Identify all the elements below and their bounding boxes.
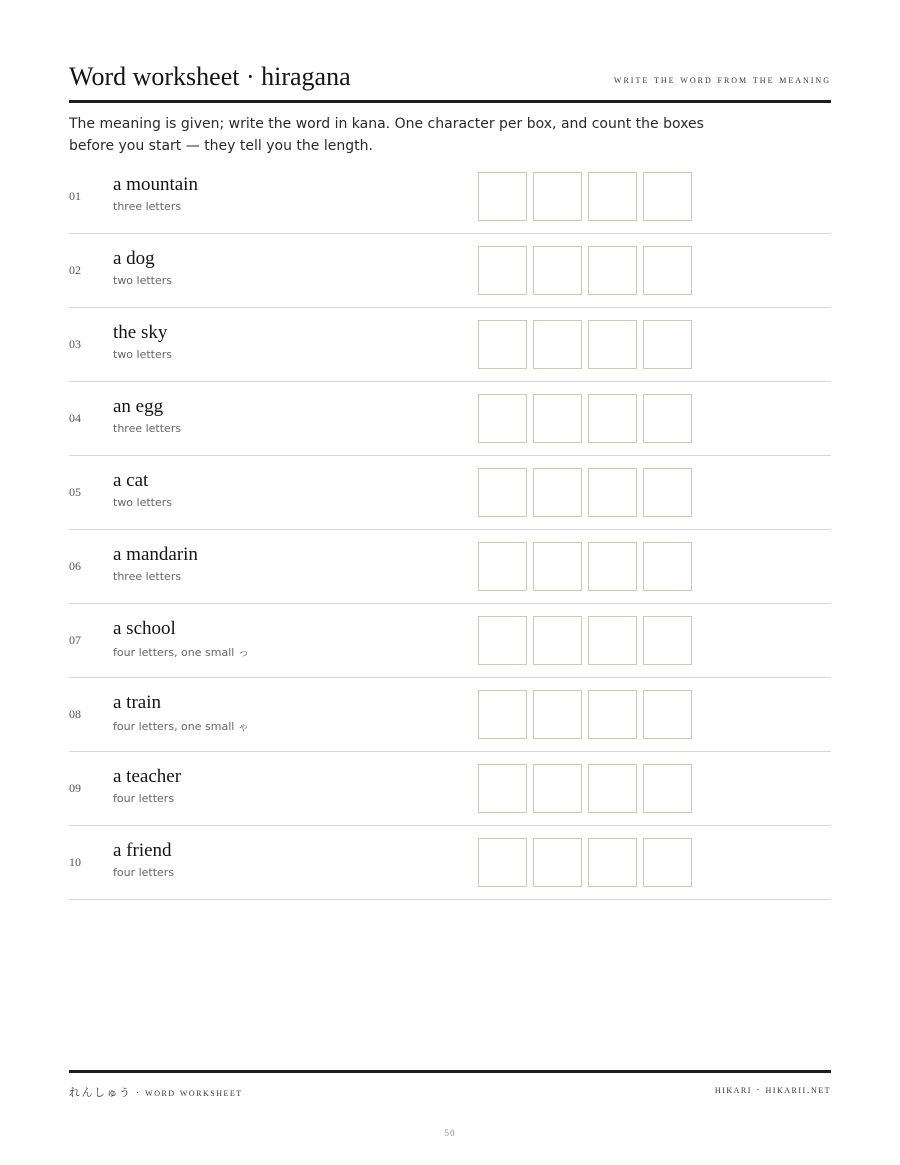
exercise-meaning: a mandarin: [113, 544, 198, 565]
exercise-length-hint: three letters: [113, 200, 182, 213]
kana-answer-box[interactable]: [588, 394, 637, 443]
exercise-row: [69, 826, 831, 900]
exercise-length-hint: three letters: [113, 422, 182, 435]
answer-boxes: [478, 394, 692, 443]
exercise-row: [69, 752, 831, 826]
exercise-row: [69, 456, 831, 530]
exercise-meaning: a cat: [113, 470, 149, 491]
worksheet-instruction: write the word from the meaning: [613, 74, 831, 86]
kana-answer-box[interactable]: [533, 764, 582, 813]
kana-answer-box[interactable]: [643, 394, 692, 443]
kana-answer-box[interactable]: [478, 468, 527, 517]
exercise-row: [69, 234, 831, 308]
exercise-meaning: a friend: [113, 840, 172, 861]
exercise-length-hint: two letters: [113, 274, 173, 287]
kana-answer-box[interactable]: [643, 246, 692, 295]
kana-answer-box[interactable]: [478, 690, 527, 739]
exercise-length-hint: two letters: [113, 496, 173, 509]
kana-answer-box[interactable]: [533, 838, 582, 887]
exercise-number: 03: [69, 337, 81, 351]
kana-answer-box[interactable]: [533, 542, 582, 591]
exercise-number: 01: [69, 189, 81, 203]
answer-boxes: [478, 320, 692, 369]
kana-answer-box[interactable]: [478, 172, 527, 221]
footer-series-label: れんしゅう · word worksheet: [69, 1087, 243, 1099]
kana-answer-box[interactable]: [478, 246, 527, 295]
footer-site-label: hikari · hikarii.net: [714, 1084, 831, 1096]
exercise-number: 08: [69, 707, 81, 721]
exercise-number: 07: [69, 633, 81, 647]
answer-boxes: [478, 468, 692, 517]
exercise-row: [69, 530, 831, 604]
kana-answer-box[interactable]: [533, 246, 582, 295]
kana-answer-box[interactable]: [643, 690, 692, 739]
exercise-number: 02: [69, 263, 81, 277]
exercise-number: 05: [69, 485, 81, 499]
exercise-row: [69, 604, 831, 678]
page-number: 50: [444, 1128, 456, 1138]
exercise-meaning: a teacher: [113, 766, 182, 787]
kana-answer-box[interactable]: [588, 320, 637, 369]
kana-answer-box[interactable]: [533, 616, 582, 665]
exercise-length-hint: four letters, one small っ: [113, 646, 249, 659]
kana-answer-box[interactable]: [643, 468, 692, 517]
exercise-meaning: a train: [113, 692, 162, 713]
exercise-number: 06: [69, 559, 81, 573]
page-footer: [69, 1070, 831, 1100]
kana-answer-box[interactable]: [533, 394, 582, 443]
exercise-row: [69, 678, 831, 752]
answer-boxes: [478, 172, 692, 221]
kana-answer-box[interactable]: [588, 764, 637, 813]
exercise-length-hint: four letters, one small ゃ: [113, 720, 249, 733]
kana-answer-box[interactable]: [588, 542, 637, 591]
kana-answer-box[interactable]: [478, 764, 527, 813]
exercise-number: 10: [69, 855, 81, 869]
kana-answer-box[interactable]: [533, 320, 582, 369]
kana-answer-box[interactable]: [588, 468, 637, 517]
exercise-meaning: the sky: [113, 322, 168, 343]
kana-answer-box[interactable]: [588, 838, 637, 887]
exercise-row: [69, 382, 831, 456]
answer-boxes: [478, 838, 692, 887]
answer-boxes: [478, 690, 692, 739]
exercise-length-hint: four letters: [113, 866, 175, 879]
page-header: [69, 60, 831, 103]
kana-answer-box[interactable]: [643, 542, 692, 591]
kana-answer-box[interactable]: [643, 764, 692, 813]
intro-paragraph: The meaning is given; write the word in kana. One character per box, and count the boxes before you start — they tell you the length.: [69, 116, 704, 154]
kana-answer-box[interactable]: [533, 690, 582, 739]
exercise-meaning: a dog: [113, 248, 155, 269]
exercise-length-hint: four letters: [113, 792, 175, 805]
kana-answer-box[interactable]: [478, 320, 527, 369]
exercise-length-hint: two letters: [113, 348, 173, 361]
kana-answer-box[interactable]: [478, 838, 527, 887]
exercise-row: [69, 308, 831, 382]
kana-answer-box[interactable]: [588, 616, 637, 665]
answer-boxes: [478, 542, 692, 591]
exercise-list: [69, 160, 831, 900]
exercise-number: 09: [69, 781, 81, 795]
kana-answer-box[interactable]: [478, 542, 527, 591]
page-title: Word worksheet · hiragana: [69, 62, 351, 91]
kana-answer-box[interactable]: [588, 690, 637, 739]
answer-boxes: [478, 616, 692, 665]
answer-boxes: [478, 246, 692, 295]
exercise-meaning: an egg: [113, 396, 164, 417]
kana-answer-box[interactable]: [643, 172, 692, 221]
exercise-number: 04: [69, 411, 81, 425]
kana-answer-box[interactable]: [478, 394, 527, 443]
kana-answer-box[interactable]: [588, 172, 637, 221]
kana-answer-box[interactable]: [533, 172, 582, 221]
kana-answer-box[interactable]: [643, 320, 692, 369]
kana-answer-box[interactable]: [533, 468, 582, 517]
kana-answer-box[interactable]: [478, 616, 527, 665]
kana-answer-box[interactable]: [643, 838, 692, 887]
answer-boxes: [478, 764, 692, 813]
exercise-length-hint: three letters: [113, 570, 182, 583]
exercise-meaning: a mountain: [113, 174, 198, 195]
kana-answer-box[interactable]: [588, 246, 637, 295]
exercise-row: [69, 160, 831, 234]
kana-answer-box[interactable]: [643, 616, 692, 665]
exercise-meaning: a school: [113, 618, 176, 639]
